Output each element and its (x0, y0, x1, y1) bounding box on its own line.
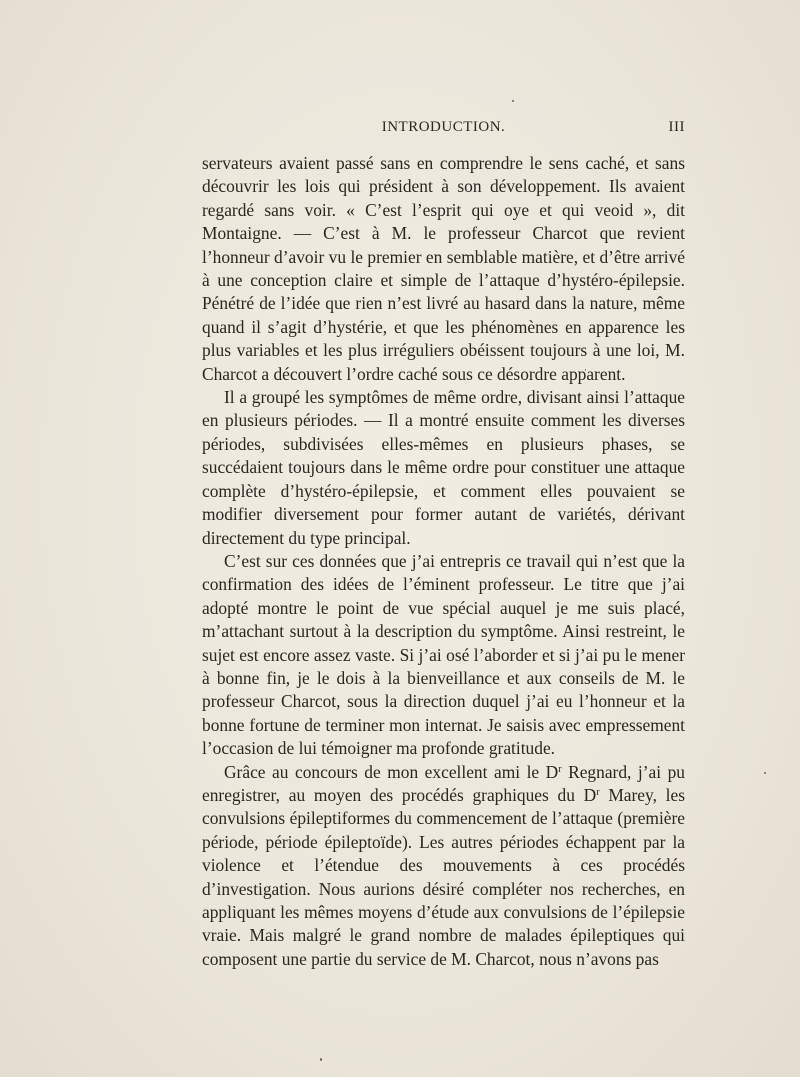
superscript: r (558, 763, 562, 775)
paper-speck (320, 1058, 322, 1061)
superscript: r (596, 786, 600, 798)
page-header (202, 119, 685, 141)
body-text (202, 152, 685, 971)
text-run: Regnard, j’ai pu enregistrer, au moyen des procédés graphiques du D (202, 761, 685, 805)
paragraph (202, 761, 685, 972)
paragraph: Il a groupé les symptômes de même ordre, divisant ainsi l’attaque en plusieurs périodes. — Il a montré ensuite comment les diverses périodes, subdivisées elles-mêmes en plusieurs phases, se succédaient toujours dans le même ordre pour constituer une attaque complète d’hystéro-épilepsie, et comment elles pouvaient se modifier diversement pour former autant de variétés, dérivant directement du type principal. (202, 387, 685, 548)
page-number: III (668, 119, 685, 135)
paragraph: C’est sur ces données que j’ai entrepris ce travail qui n’est que la confirmation des idées de l’éminent professeur. Le titre que j’ai adopté montre le point de vue spécial auquel je me suis placé, m’attachant surtout à la description du symptôme. Ainsi restreint, le sujet est encore assez vaste. Si j’ai osé l’aborder et si j’ai pu le mener à bonne fin, je le dois à la bienveillance et aux conseils de M. le professeur Charcot, sous la direction duquel j’ai eu l’honneur et la bonne fortune de terminer mon internat. Je saisis avec empressement l’occasion de lui témoigner ma profonde gratitude. (202, 550, 685, 759)
text-run: Grâce au concours de mon excellent ami le D (224, 761, 559, 782)
paper-speck (512, 100, 514, 102)
paragraph: servateurs avaient passé sans en comprendre le sens caché, et sans découvrir les lois qui président à son développement. Ils avaient regardé sans voir. « C’est l’esprit qui oye et qui veoid », dit Montaigne. — C’est à M. le professeur Charcot que revient l’honneur d’avoir vu le premier en semblable matière, et d’être arrivé à une conception claire et simple de l’attaque d’hystéro-épilepsie. Pénétré de l’idée que rien n’est livré au hasard dans la nature, même quand il s’agit d’hystérie, et que les phénomènes en apparence les plus variables et les plus irréguliers obéissent toujours à une loi, M. Charcot a découvert l’ordre caché sous ce désordre apparent. (202, 153, 685, 384)
paper-speck (764, 772, 766, 774)
running-title: INTRODUCTION. (381, 119, 506, 135)
text-run: Marey, les convulsions épileptiformes du commencement de l’attaque (première période, période épileptoïde). Les autres périodes échappent par la violence et l’étendue des mouvements à ces procédés d’investigation. Nous aurions désiré compléter nos recherches, en appliquant les mêmes moyens d’étude aux convulsions de l’épilepsie vraie. Mais malgré le grand nombre de malades épileptiques qui composent une partie du service de M. Charcot, nous n’avons pas (202, 784, 685, 969)
